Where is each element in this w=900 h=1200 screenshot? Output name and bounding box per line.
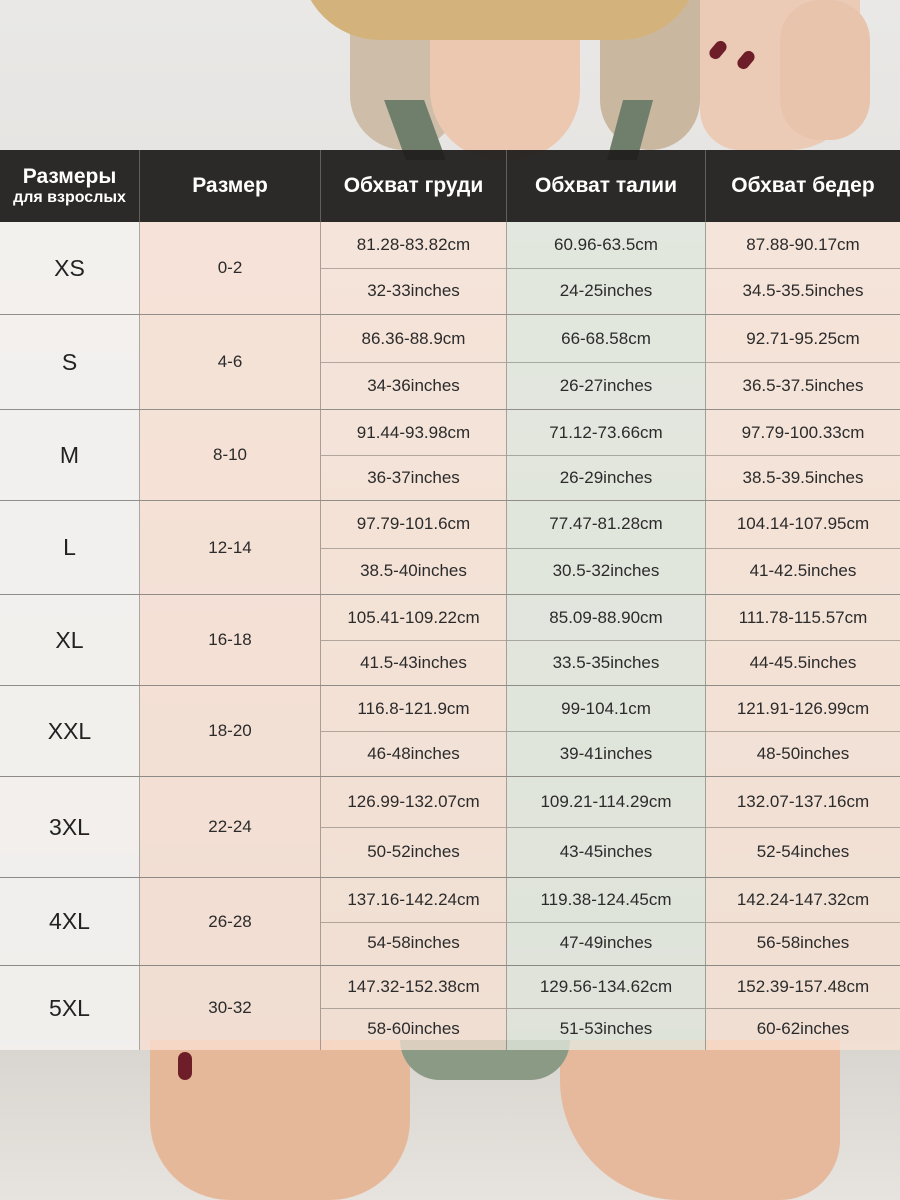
hips-cell	[706, 777, 900, 877]
bust-inches: 36-37inches	[367, 467, 460, 487]
hips-cm: 111.78-115.57cm	[706, 595, 900, 641]
waist-cm: 60.96-63.5cm	[507, 222, 705, 269]
table-row	[0, 777, 900, 878]
hips-cell	[706, 966, 900, 1050]
waist-inches: 47-49inches	[559, 933, 653, 953]
numeric-size: 16-18	[140, 595, 321, 685]
size-label: 3XL	[0, 777, 140, 877]
bust-cm: 81.28-83.82cm	[321, 222, 506, 269]
hips-inches: 44-45.5inches	[749, 652, 857, 672]
header-adult-sizes-line1: Размеры	[22, 164, 117, 188]
table-row	[0, 595, 900, 686]
hips-cell	[706, 501, 900, 594]
waist-cm: 99-104.1cm	[507, 686, 705, 732]
waist-cm: 71.12-73.66cm	[507, 410, 705, 456]
table-row	[0, 222, 900, 315]
waist-inches: 26-27inches	[559, 375, 653, 395]
bust-cell	[321, 222, 507, 314]
hips-cell	[706, 222, 900, 314]
hips-inches: 38.5-39.5inches	[742, 467, 864, 487]
bust-cm: 126.99-132.07cm	[321, 777, 506, 828]
bust-cell	[321, 686, 507, 776]
bust-cell	[321, 410, 507, 500]
bust-inches: 50-52inches	[367, 842, 460, 861]
table-header	[0, 150, 900, 222]
bust-cell	[321, 595, 507, 685]
fingernail	[178, 1052, 192, 1080]
table-row	[0, 686, 900, 777]
size-label: XS	[0, 222, 140, 314]
bust-cell	[321, 501, 507, 594]
header-adult-sizes-line2: для взрослых	[13, 188, 126, 206]
numeric-size: 8-10	[140, 410, 321, 500]
waist-cell	[507, 777, 706, 877]
hips-cell	[706, 315, 900, 409]
hips-inches: 52-54inches	[756, 842, 850, 861]
size-label: 4XL	[0, 878, 140, 965]
bust-cell	[321, 777, 507, 877]
waist-cm: 85.09-88.90cm	[507, 595, 705, 641]
bust-cm: 147.32-152.38cm	[321, 966, 506, 1009]
hips-cm: 142.24-147.32cm	[706, 878, 900, 923]
bust-cm: 116.8-121.9cm	[321, 686, 506, 732]
waist-cm: 77.47-81.28cm	[507, 501, 705, 549]
waist-cm: 129.56-134.62cm	[507, 966, 705, 1009]
numeric-size: 18-20	[140, 686, 321, 776]
bust-cm: 137.16-142.24cm	[321, 878, 506, 923]
waist-cm: 66-68.58cm	[507, 315, 705, 363]
waist-inches: 26-29inches	[559, 467, 653, 487]
hips-cell	[706, 595, 900, 685]
size-label: XXL	[0, 686, 140, 776]
header-bust: Обхват груди	[321, 150, 507, 222]
numeric-size: 0-2	[140, 222, 321, 314]
size-label: S	[0, 315, 140, 409]
hips-inches: 41-42.5inches	[749, 560, 857, 580]
waist-inches: 33.5-35inches	[552, 652, 660, 672]
waist-cell	[507, 222, 706, 314]
hips-inches: 36.5-37.5inches	[742, 375, 864, 395]
waist-inches: 43-45inches	[559, 842, 653, 861]
numeric-size: 30-32	[140, 966, 321, 1050]
bust-inches: 38.5-40inches	[360, 560, 467, 580]
waist-cell	[507, 878, 706, 965]
numeric-size: 26-28	[140, 878, 321, 965]
hips-inches: 34.5-35.5inches	[742, 281, 864, 300]
table-row	[0, 315, 900, 410]
hips-inches: 60-62inches	[756, 1019, 850, 1038]
numeric-size: 12-14	[140, 501, 321, 594]
bust-cell	[321, 966, 507, 1050]
bust-cm: 86.36-88.9cm	[321, 315, 506, 363]
size-chart-table	[0, 150, 900, 1050]
waist-inches: 30.5-32inches	[552, 560, 660, 580]
hips-cm: 87.88-90.17cm	[706, 222, 900, 269]
bust-cm: 97.79-101.6cm	[321, 501, 506, 549]
hips-cell	[706, 410, 900, 500]
hips-cm: 92.71-95.25cm	[706, 315, 900, 363]
bust-inches: 32-33inches	[367, 281, 460, 300]
waist-cm: 109.21-114.29cm	[507, 777, 705, 828]
bust-cell	[321, 315, 507, 409]
hips-cm: 104.14-107.95cm	[706, 501, 900, 549]
waist-cell	[507, 686, 706, 776]
bust-cm: 91.44-93.98cm	[321, 410, 506, 456]
hips-cm: 132.07-137.16cm	[706, 777, 900, 828]
hips-inches: 56-58inches	[756, 933, 850, 953]
size-label: XL	[0, 595, 140, 685]
bust-inches: 58-60inches	[367, 1019, 460, 1038]
header-hips: Обхват бедер	[731, 174, 875, 197]
waist-inches: 39-41inches	[559, 743, 653, 763]
raised-hand	[780, 0, 870, 140]
bust-cm: 105.41-109.22cm	[321, 595, 506, 641]
waist-cell	[507, 501, 706, 594]
waist-cell	[507, 966, 706, 1050]
header-size: Размер	[140, 150, 321, 222]
size-label: 5XL	[0, 966, 140, 1050]
hips-inches: 48-50inches	[756, 743, 850, 763]
table-row	[0, 966, 900, 1050]
hips-cm: 152.39-157.48cm	[706, 966, 900, 1009]
header-adult-sizes	[0, 150, 140, 222]
table-body	[0, 222, 900, 1050]
table-row	[0, 878, 900, 966]
straw-hat	[300, 0, 700, 40]
waist-cm: 119.38-124.45cm	[507, 878, 705, 923]
hips-cm: 97.79-100.33cm	[706, 410, 900, 456]
waist-inches: 24-25inches	[559, 281, 653, 300]
table-row	[0, 410, 900, 501]
hips-cm: 121.91-126.99cm	[706, 686, 900, 732]
hips-cell	[706, 686, 900, 776]
waist-cell	[507, 410, 706, 500]
waist-cell	[507, 315, 706, 409]
size-label: M	[0, 410, 140, 500]
bust-cell	[321, 878, 507, 965]
bust-inches: 41.5-43inches	[360, 652, 467, 672]
waist-inches: 51-53inches	[559, 1019, 653, 1038]
waist-cell	[507, 595, 706, 685]
table-row	[0, 501, 900, 595]
bust-inches: 54-58inches	[367, 933, 460, 953]
numeric-size: 4-6	[140, 315, 321, 409]
numeric-size: 22-24	[140, 777, 321, 877]
header-waist: Обхват талии	[507, 150, 706, 222]
bust-inches: 46-48inches	[367, 743, 460, 763]
hips-cell	[706, 878, 900, 965]
bust-inches: 34-36inches	[367, 375, 460, 395]
neck	[430, 20, 580, 160]
size-label: L	[0, 501, 140, 594]
